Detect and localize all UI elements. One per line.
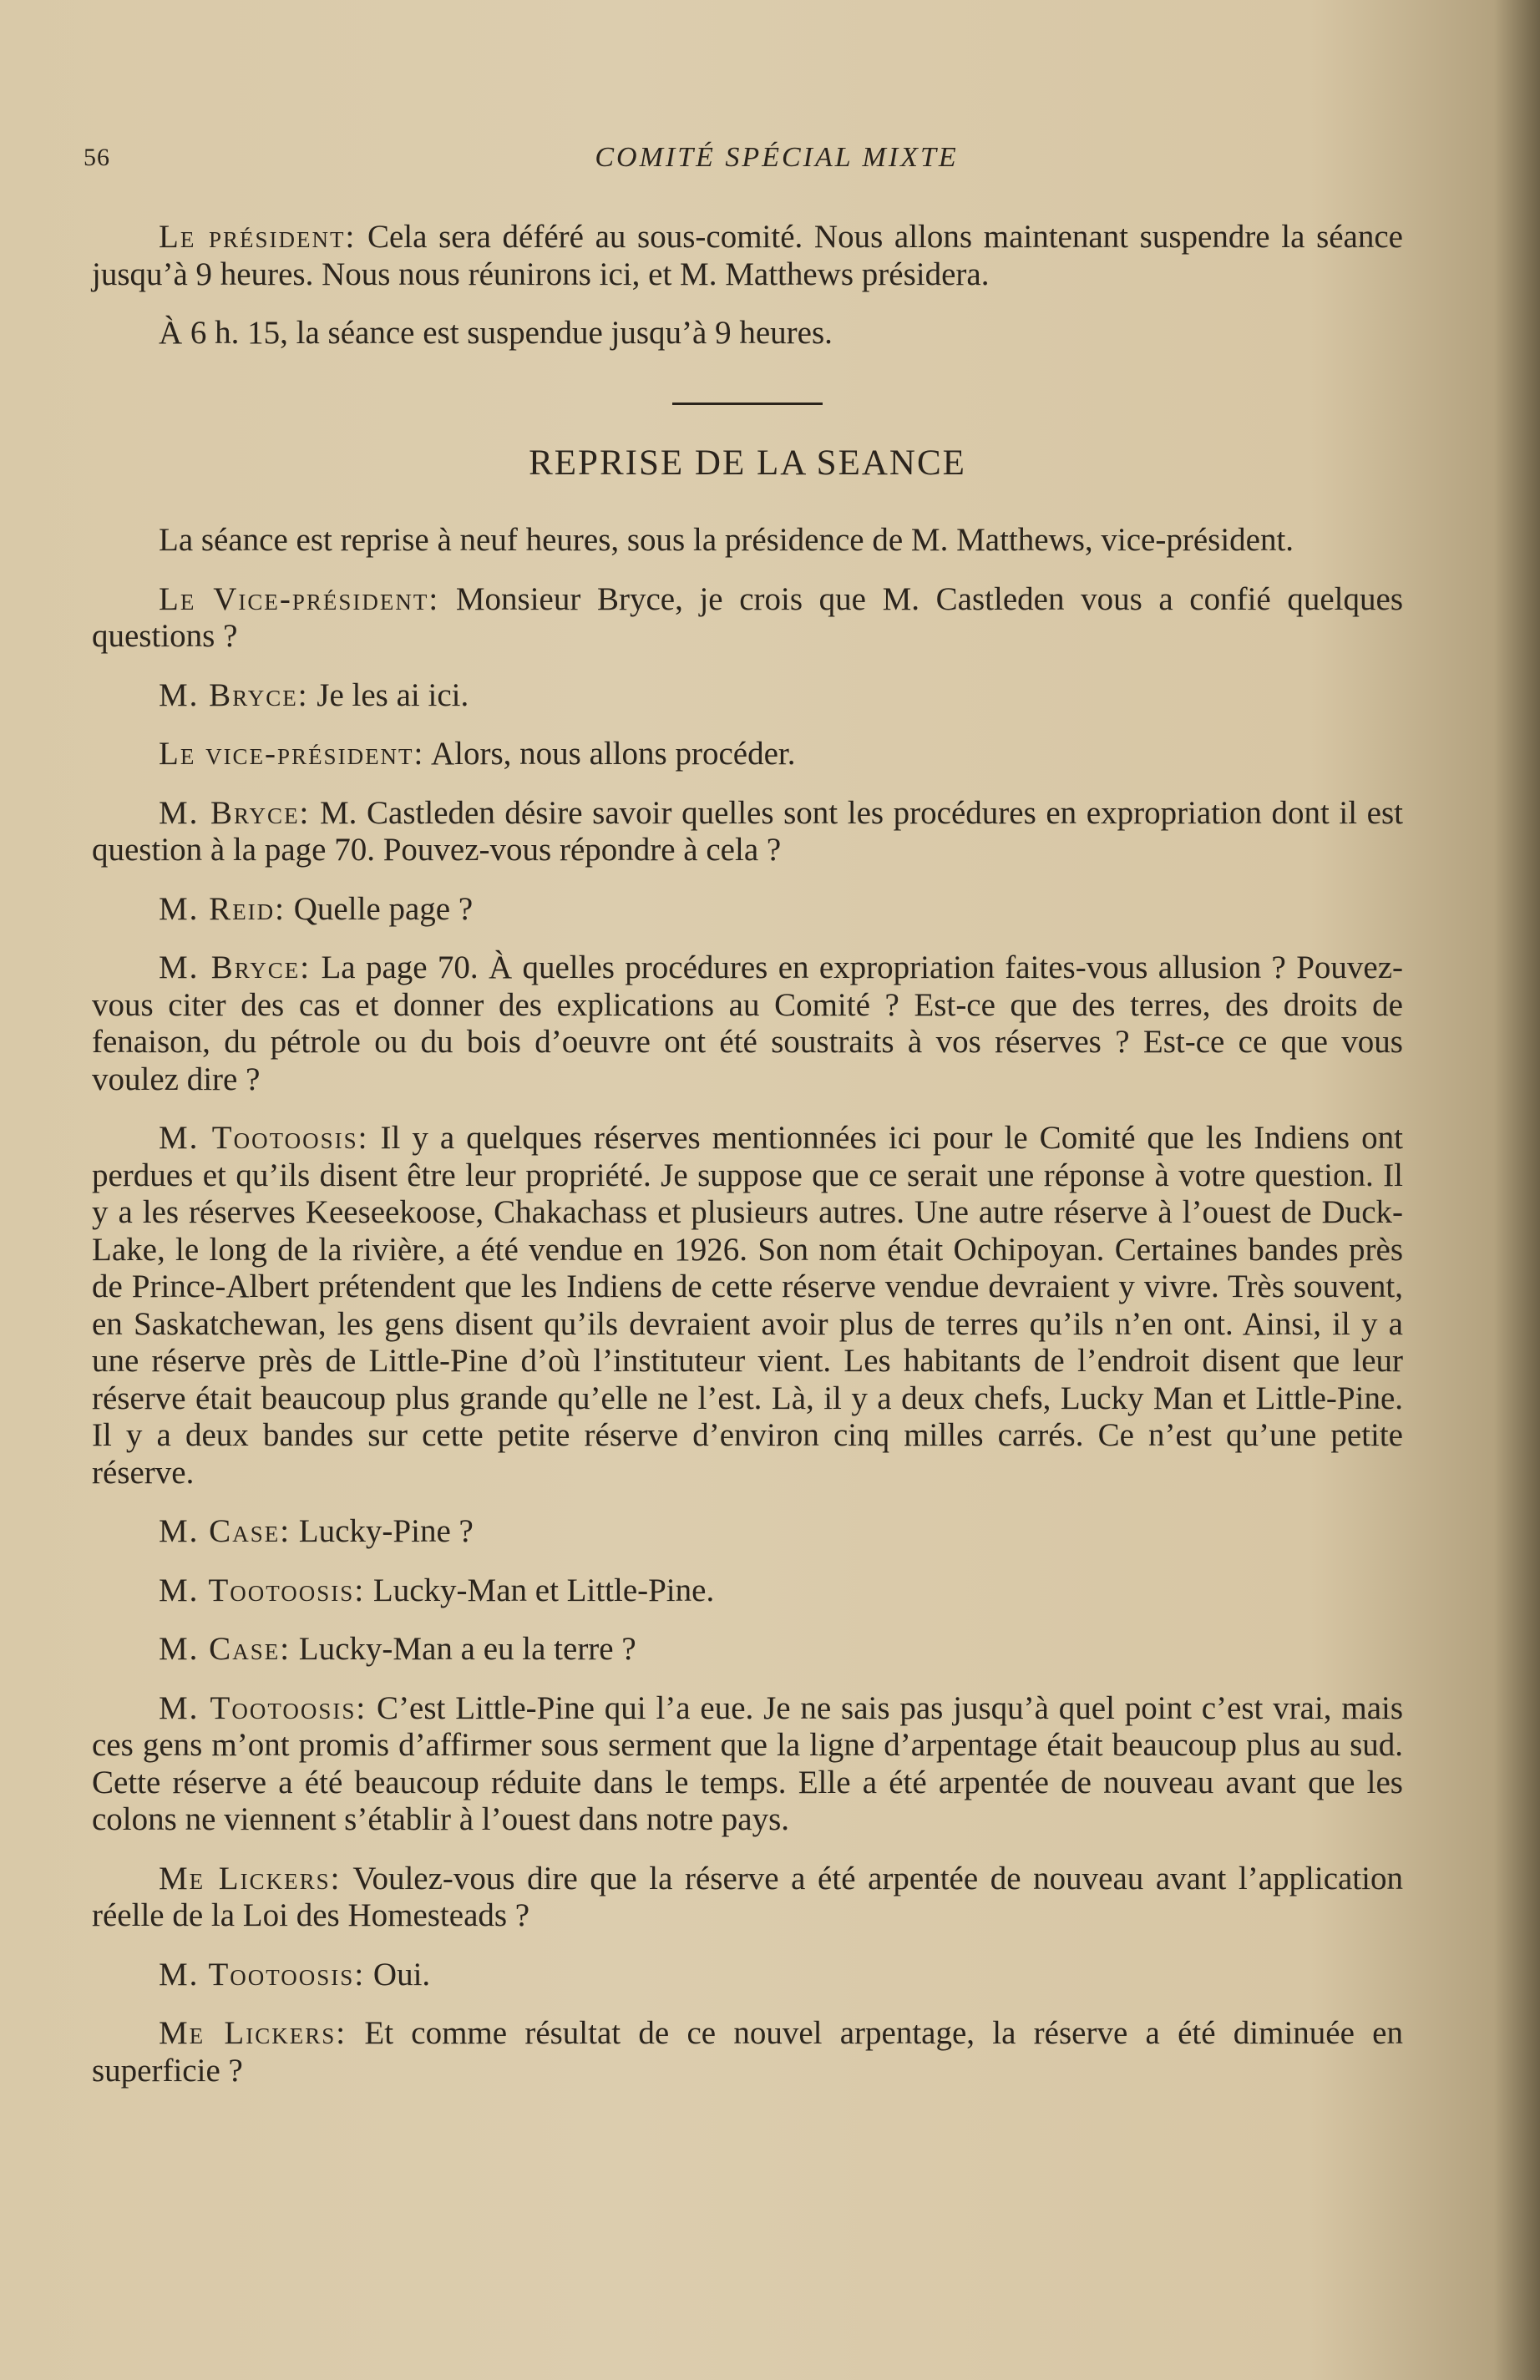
paragraph — [92, 1513, 1403, 1551]
paragraph-text: Je les ai ici. — [308, 676, 469, 713]
speaker-name: M. Case: — [159, 1513, 291, 1549]
paragraph — [92, 581, 1403, 656]
paragraph — [92, 219, 1403, 293]
paragraph-text: Quelle page ? — [286, 890, 474, 927]
speaker-name: Me Lickers: — [159, 2015, 347, 2051]
paragraphs-after-section — [92, 522, 1403, 2089]
paragraph — [92, 1690, 1403, 1839]
paragraph-text: Il y a quelques réserves mentionnées ici pour le Comité que les Indiens ont perdues et qu’ils disent être leur propriété. Je suppose que ce serait une réponse à votre question. Il y a les réserves Keeseekoose, Chakachass et plusieurs autres. Une autre réserve à l’ouest de Duck-Lake, le long de la rivière, a été vendue en 1926. Son nom était Ochipoyan. Certaines bandes près de Prince-Albert prétendent que les Indiens de cette réserve vendue devraient y vivre. Très souvent, en Saskatchewan, les gens disent qu’ils devraient avoir plus de terres qu’ils n’en ont. Ainsi, il y a une réserve près de Little-Pine d’où l’instituteur vient. Les habitants de l’endroit disent que leur réserve était beaucoup plus grande qu’elle ne l’est. Là, il y a deux chefs, Lucky Man et Little-Pine. Il y a deux bandes sur cette petite réserve d’environ cinq milles carrés. Ce n’est qu’une petite réserve. — [92, 1120, 1403, 1491]
paragraph-text: Lucky-Pine ? — [291, 1513, 474, 1549]
speaker-name: M. Bryce: — [159, 676, 309, 713]
paragraph — [92, 315, 1403, 352]
paragraph — [92, 1572, 1403, 1610]
paragraph — [92, 522, 1403, 560]
paragraph-text: Lucky-Man a eu la terre ? — [291, 1631, 636, 1667]
speaker-name: Le président: — [159, 219, 357, 255]
speaker-name: Me Lickers: — [159, 1860, 342, 1896]
section-divider — [672, 403, 823, 405]
paragraph — [92, 891, 1403, 929]
paragraphs-before-section — [92, 219, 1403, 352]
paragraph — [92, 795, 1403, 869]
speaker-name: Le vice-président: — [159, 736, 425, 772]
paragraph — [92, 677, 1403, 715]
paragraph — [92, 1120, 1403, 1491]
speaker-name: M. Tootoosis: — [159, 1572, 366, 1608]
paragraph-text: La séance est reprise à neuf heures, sous la présidence de M. Matthews, vice-président. — [159, 522, 1294, 558]
speaker-name: M. Tootoosis: — [159, 1689, 367, 1726]
paragraph — [92, 949, 1403, 1098]
speaker-name: M. Bryce: — [159, 794, 311, 831]
paragraph-text: À 6 h. 15, la séance est suspendue jusqu’à 9 heures. — [159, 315, 833, 351]
paragraph-text: M. Castleden désire savoir quelles sont les procédures en expropriation dont il est question à la page 70. Pouvez-vous répondre à cela ? — [92, 794, 1404, 868]
speaker-name: M. Case: — [159, 1631, 291, 1667]
speaker-name: M. Bryce: — [159, 949, 312, 985]
paragraph — [92, 736, 1403, 773]
paragraph-text: Et comme résultat de ce nouvel arpentage, la réserve a été diminuée en superficie ? — [92, 2015, 1403, 2089]
paragraph-text: Monsieur Bryce, je crois que M. Castleden vous a confié quelques questions ? — [92, 580, 1403, 654]
document-body — [92, 219, 1403, 2111]
section-title: REPRISE DE LA SEANCE — [529, 443, 966, 483]
page-number: 56 — [84, 144, 110, 171]
paragraph-text: C’est Little-Pine qui l’a eue. Je ne sais pas jusqu’à quel point c’est vrai, mais ces gens m’ont promis d’affirmer sous serment que la ligne d’arpentage était beaucoup plus au sud. Cette réserve a été beaucoup réduite dans le temps. Elle a été arpentée de nouveau avant que les colons ne viennent s’établir à l’ouest dans notre pays. — [92, 1689, 1404, 1837]
paragraph-text: Lucky-Man et Little-Pine. — [365, 1572, 715, 1608]
speaker-name: Le Vice-président: — [159, 580, 440, 617]
paragraph-text: Voulez-vous dire que la réserve a été arpentée de nouveau avant l’application réelle de la Loi des Homesteads ? — [92, 1860, 1403, 1933]
paragraph — [92, 1861, 1403, 1935]
paragraph-text: Oui. — [365, 1956, 431, 1993]
paragraph — [92, 2015, 1403, 2089]
paragraph — [92, 1631, 1403, 1669]
paragraph-text: La page 70. À quelles procédures en expropriation faites-vous allusion ? Pouvez-vous citer des cas et donner des explications au Comité ? Est-ce que des terres, des droits de fenaison, du pétrole ou du bois d’oeuvre ont été soustraits à vos réserves ? Est-ce ce que vous voulez dire ? — [92, 949, 1404, 1097]
speaker-name: M. Tootoosis: — [159, 1120, 369, 1156]
paragraph-text: Cela sera déféré au sous-comité. Nous allons maintenant suspendre la séance jusqu’à 9 heures. Nous nous réunirons ici, et M. Matthews présidera. — [92, 219, 1403, 292]
speaker-name: M. Tootoosis: — [159, 1956, 366, 1993]
paragraph — [92, 1957, 1403, 1994]
speaker-name: M. Reid: — [159, 890, 286, 927]
page-header — [84, 144, 1403, 185]
running-title: COMITÉ SPÉCIAL MIXTE — [595, 142, 959, 173]
paragraph-text: Alors, nous allons procéder. — [424, 736, 796, 772]
